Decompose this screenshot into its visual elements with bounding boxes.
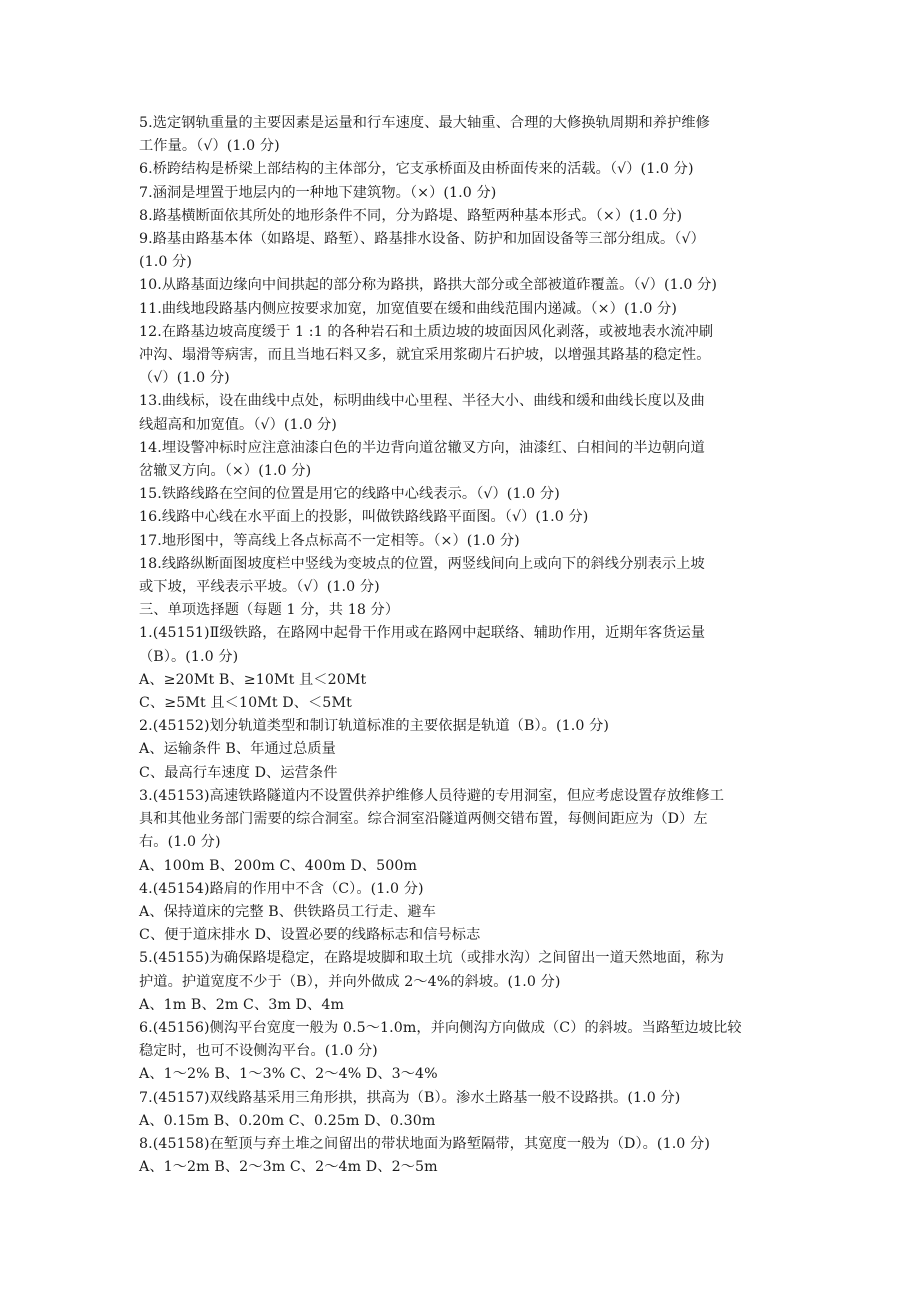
text-line: 14.埋设警冲标时应注意油漆白色的半边背向道岔辙叉方向，油漆红、白相间的半边朝向道 <box>139 439 705 456</box>
text-line: (1.0 分) <box>139 254 193 271</box>
text-line: 18.线路纵断面图坡度栏中竖线为变坡点的位置，两竖线间向上或向下的斜线分别表示上坡 <box>139 555 705 572</box>
text-line: 9.路基由路基本体（如路堤、路堑）、路基排水设备、防护和加固设备等三部分组成。（√） <box>139 231 705 248</box>
text-line: A、0.15m B、0.20m C、0.25m D、0.30m <box>139 1112 436 1129</box>
text-line: 线超高和加宽值。（√）(1.0 分) <box>139 416 337 433</box>
text-line: A、保持道床的完整 B、供铁路员工行走、避车 <box>139 903 436 920</box>
text-line: 4.(45154)路肩的作用中不含（C）。(1.0 分) <box>139 880 424 897</box>
text-line: A、1～2m B、2～3m C、2～4m D、2～5m <box>139 1159 438 1176</box>
text-line: C、最高行车速度 D、运营条件 <box>139 764 338 781</box>
text-line: 右。(1.0 分) <box>139 834 221 851</box>
text-line: 10.从路基面边缘向中间拱起的部分称为路拱，路拱大部分或全部被道砟覆盖。（√）(1.0 分) <box>139 277 717 294</box>
text-line: （√）(1.0 分) <box>139 370 230 387</box>
document-body <box>139 112 789 1179</box>
text-line: A、100m B、200m C、400m D、500m <box>139 857 418 874</box>
text-line: 5.(45155)为确保路堤稳定，在路堤坡脚和取土坑（或排水沟）之间留出一道天然地面，称为 <box>139 950 724 967</box>
text-line: 6.(45156)侧沟平台宽度一般为 0.5～1.0m，并向侧沟方向做成（C）的斜坡。当路堑边坡比较 <box>139 1019 742 1036</box>
text-line: 1.(45151)Ⅱ级铁路，在路网中起骨干作用或在路网中起联络、辅助作用，近期年客货运量 <box>139 625 706 642</box>
text-line: 或下坡，平线表示平坡。（√）(1.0 分) <box>139 579 380 596</box>
text-line: 稳定时，也可不设侧沟平台。(1.0 分) <box>139 1043 378 1060</box>
text-line: 15.铁路线路在空间的位置是用它的线路中心线表示。（√）(1.0 分) <box>139 486 560 503</box>
text-line: 护道。护道宽度不少于（B），并向外做成 2～4%的斜坡。(1.0 分) <box>139 973 561 990</box>
text-line: A、运输条件 B、年通过总质量 <box>139 741 336 758</box>
text-line: 3.(45153)高速铁路隧道内不设置供养护维修人员待避的专用洞室，但应考虑设置存放维修工 <box>139 787 724 804</box>
text-line: 17.地形图中，等高线上各点标高不一定相等。（×）(1.0 分) <box>139 532 520 549</box>
text-line: 7.涵洞是埋置于地层内的一种地下建筑物。（×）(1.0 分) <box>139 184 497 201</box>
text-line: 具和其他业务部门需要的综合洞室。综合洞室沿隧道两侧交错布置，每侧间距应为（D）左 <box>139 811 708 828</box>
text-line: （B）。(1.0 分) <box>139 648 239 665</box>
text-line: 7.(45157)双线路基采用三角形拱，拱高为（B）。渗水土路基一般不设路拱。(1.0 分) <box>139 1089 681 1106</box>
text-line: C、≥5Mt 且＜10Mt D、＜5Mt <box>139 695 352 712</box>
text-line: C、便于道床排水 D、设置必要的线路标志和信号标志 <box>139 927 481 944</box>
text-line: 工作量。（√）(1.0 分) <box>139 138 280 155</box>
text-line: 2.(45152)划分轨道类型和制订轨道标准的主要依据是轨道（B）。(1.0 分) <box>139 718 609 735</box>
text-line: A、1m B、2m C、3m D、4m <box>139 996 345 1013</box>
text-line: 11.曲线地段路基内侧应按要求加宽，加宽值要在缓和曲线范围内递减。（×）(1.0 分) <box>139 300 677 317</box>
text-line: 6.桥跨结构是桥梁上部结构的主体部分，它支承桥面及由桥面传来的活载。（√）(1.0 分) <box>139 161 694 178</box>
text-line: 13.曲线标，设在曲线中点处，标明曲线中心里程、半径大小、曲线和缓和曲线长度以及曲 <box>139 393 705 410</box>
text-line: 16.线路中心线在水平面上的投影，叫做铁路线路平面图。（√）(1.0 分) <box>139 509 589 526</box>
text-line: A、≥20Mt B、≥10Mt 且＜20Mt <box>139 671 367 688</box>
text-line: 12.在路基边坡高度缓于 1 :1 的各种岩石和土质边坡的坡面因风化剥落，或被地表水流冲刷 <box>139 323 714 340</box>
section-heading: 三、单项选择题（每题 1 分，共 18 分） <box>139 602 400 619</box>
text-line: 岔辙叉方向。（×）(1.0 分) <box>139 463 312 480</box>
text-line: 8.(45158)在堑顶与弃土堆之间留出的带状地面为路堑隔带，其宽度一般为（D）。(1.0 分) <box>139 1135 710 1152</box>
text-line: A、1～2% B、1～3% C、2～4% D、3～4% <box>139 1066 438 1083</box>
text-line: 冲沟、塌滑等病害，而且当地石料又多，就宜采用浆砌片石护坡，以增强其路基的稳定性。 <box>139 347 711 364</box>
text-line: 5.选定钢轨重量的主要因素是运量和行车速度、最大轴重、合理的大修换轨周期和养护维修 <box>139 115 710 131</box>
text-line: 8.路基横断面依其所处的地形条件不同，分为路堤、路堑两种基本形式。（×）(1.0 分) <box>139 207 683 224</box>
